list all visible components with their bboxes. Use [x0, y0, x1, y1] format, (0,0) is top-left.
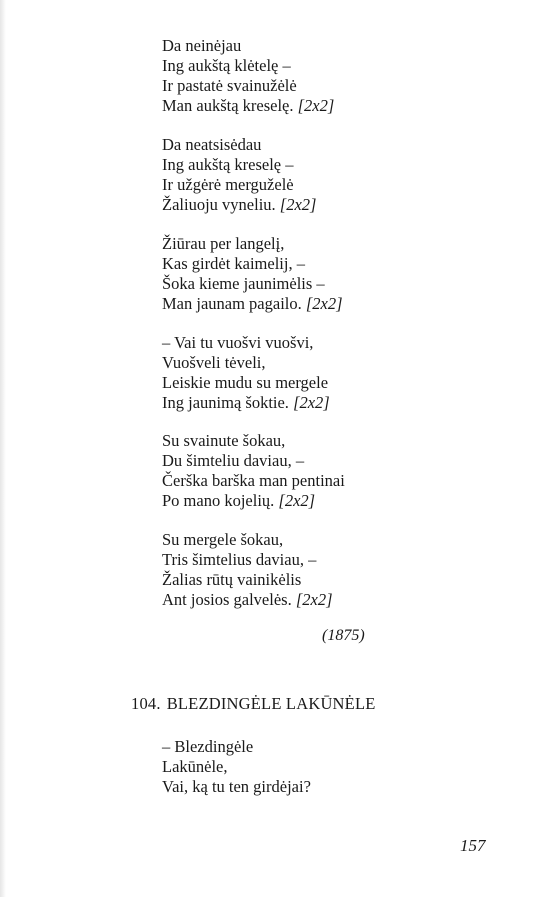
stanza-line-last — [162, 491, 345, 511]
stanza-line: Du šimteliu daviau, – — [162, 451, 305, 470]
stanza-line: Čerška barška man pentinai — [162, 471, 345, 490]
stanza-line: – Blezdingėle — [162, 737, 254, 756]
song-title: BLEZDINGĖLE LAKŪNĖLE — [166, 694, 376, 713]
stanza-line: Žiūrau per langelį, — [162, 234, 285, 253]
stanza-line-text: Ing jaunimą šoktie. — [162, 393, 289, 412]
stanza-line-text: Žaliuoju vyneliu. — [162, 195, 276, 214]
stanza-line: Vuošveli tėveli, — [162, 353, 266, 372]
stanza-line: Ing aukštą kreselę – — [162, 155, 294, 174]
repeat-marker: [2x2] — [279, 195, 317, 214]
stanza-4 — [162, 333, 330, 413]
stanza-line: Šoka kieme jaunimėlis – — [162, 274, 325, 293]
repeat-marker: [2x2] — [293, 393, 330, 412]
stanza-line-last — [162, 590, 333, 610]
stanza-6 — [162, 530, 333, 610]
stanza-line: Ing aukštą klėtelę – — [162, 56, 291, 75]
repeat-marker: [2x2] — [297, 96, 335, 115]
stanza-1 — [162, 36, 334, 116]
stanza-line: Da neinėjau — [162, 36, 242, 55]
stanza-line-last — [162, 96, 334, 116]
stanza-line: Tris šimtelius daviau, – — [162, 550, 317, 569]
song-number: 104. — [131, 694, 161, 713]
stanza-2 — [162, 135, 316, 215]
stanza-line: Leiskie mudu su mergele — [162, 373, 329, 392]
stanza-line-last — [162, 195, 316, 215]
repeat-marker: [2x2] — [295, 590, 333, 609]
page-edge-shadow — [0, 0, 6, 897]
stanza-line-text: Man jaunam pagailo. — [162, 294, 302, 313]
stanza-5 — [162, 431, 345, 511]
stanza-line-last — [162, 393, 330, 413]
stanza-line: Da neatsisėdau — [162, 135, 262, 154]
song-heading — [131, 694, 376, 714]
page-number: 157 — [460, 836, 486, 855]
stanza-line: Ir užgėrė merguželė — [162, 175, 294, 194]
stanza-line: Su svainute šokau, — [162, 431, 286, 450]
stanza-line: Žalias rūtų vainikėlis — [162, 570, 302, 589]
stanza-line: – Vai tu vuošvi vuošvi, — [162, 333, 314, 352]
stanza-line-text: Man aukštą kreselę. — [162, 96, 294, 115]
stanza-line: Lakūnėle, — [162, 757, 228, 776]
repeat-marker: [2x2] — [278, 491, 316, 510]
stanza-line-text: Po mano kojelių. — [162, 491, 275, 510]
stanza-line: Kas girdėt kaimelij, – — [162, 254, 305, 273]
repeat-marker: [2x2] — [305, 294, 343, 313]
stanza-line: Ir pastatė svainužėlė — [162, 76, 297, 95]
stanza-line: Vai, ką tu ten girdėjai? — [162, 777, 311, 796]
stanza-line-last — [162, 294, 343, 314]
stanza-3 — [162, 234, 343, 314]
stanza-line-text: Ant josios galvelės. — [162, 590, 292, 609]
stanza-line: Su mergele šokau, — [162, 530, 284, 549]
next-song-stanza — [162, 737, 311, 797]
song-year: (1875) — [322, 627, 365, 644]
